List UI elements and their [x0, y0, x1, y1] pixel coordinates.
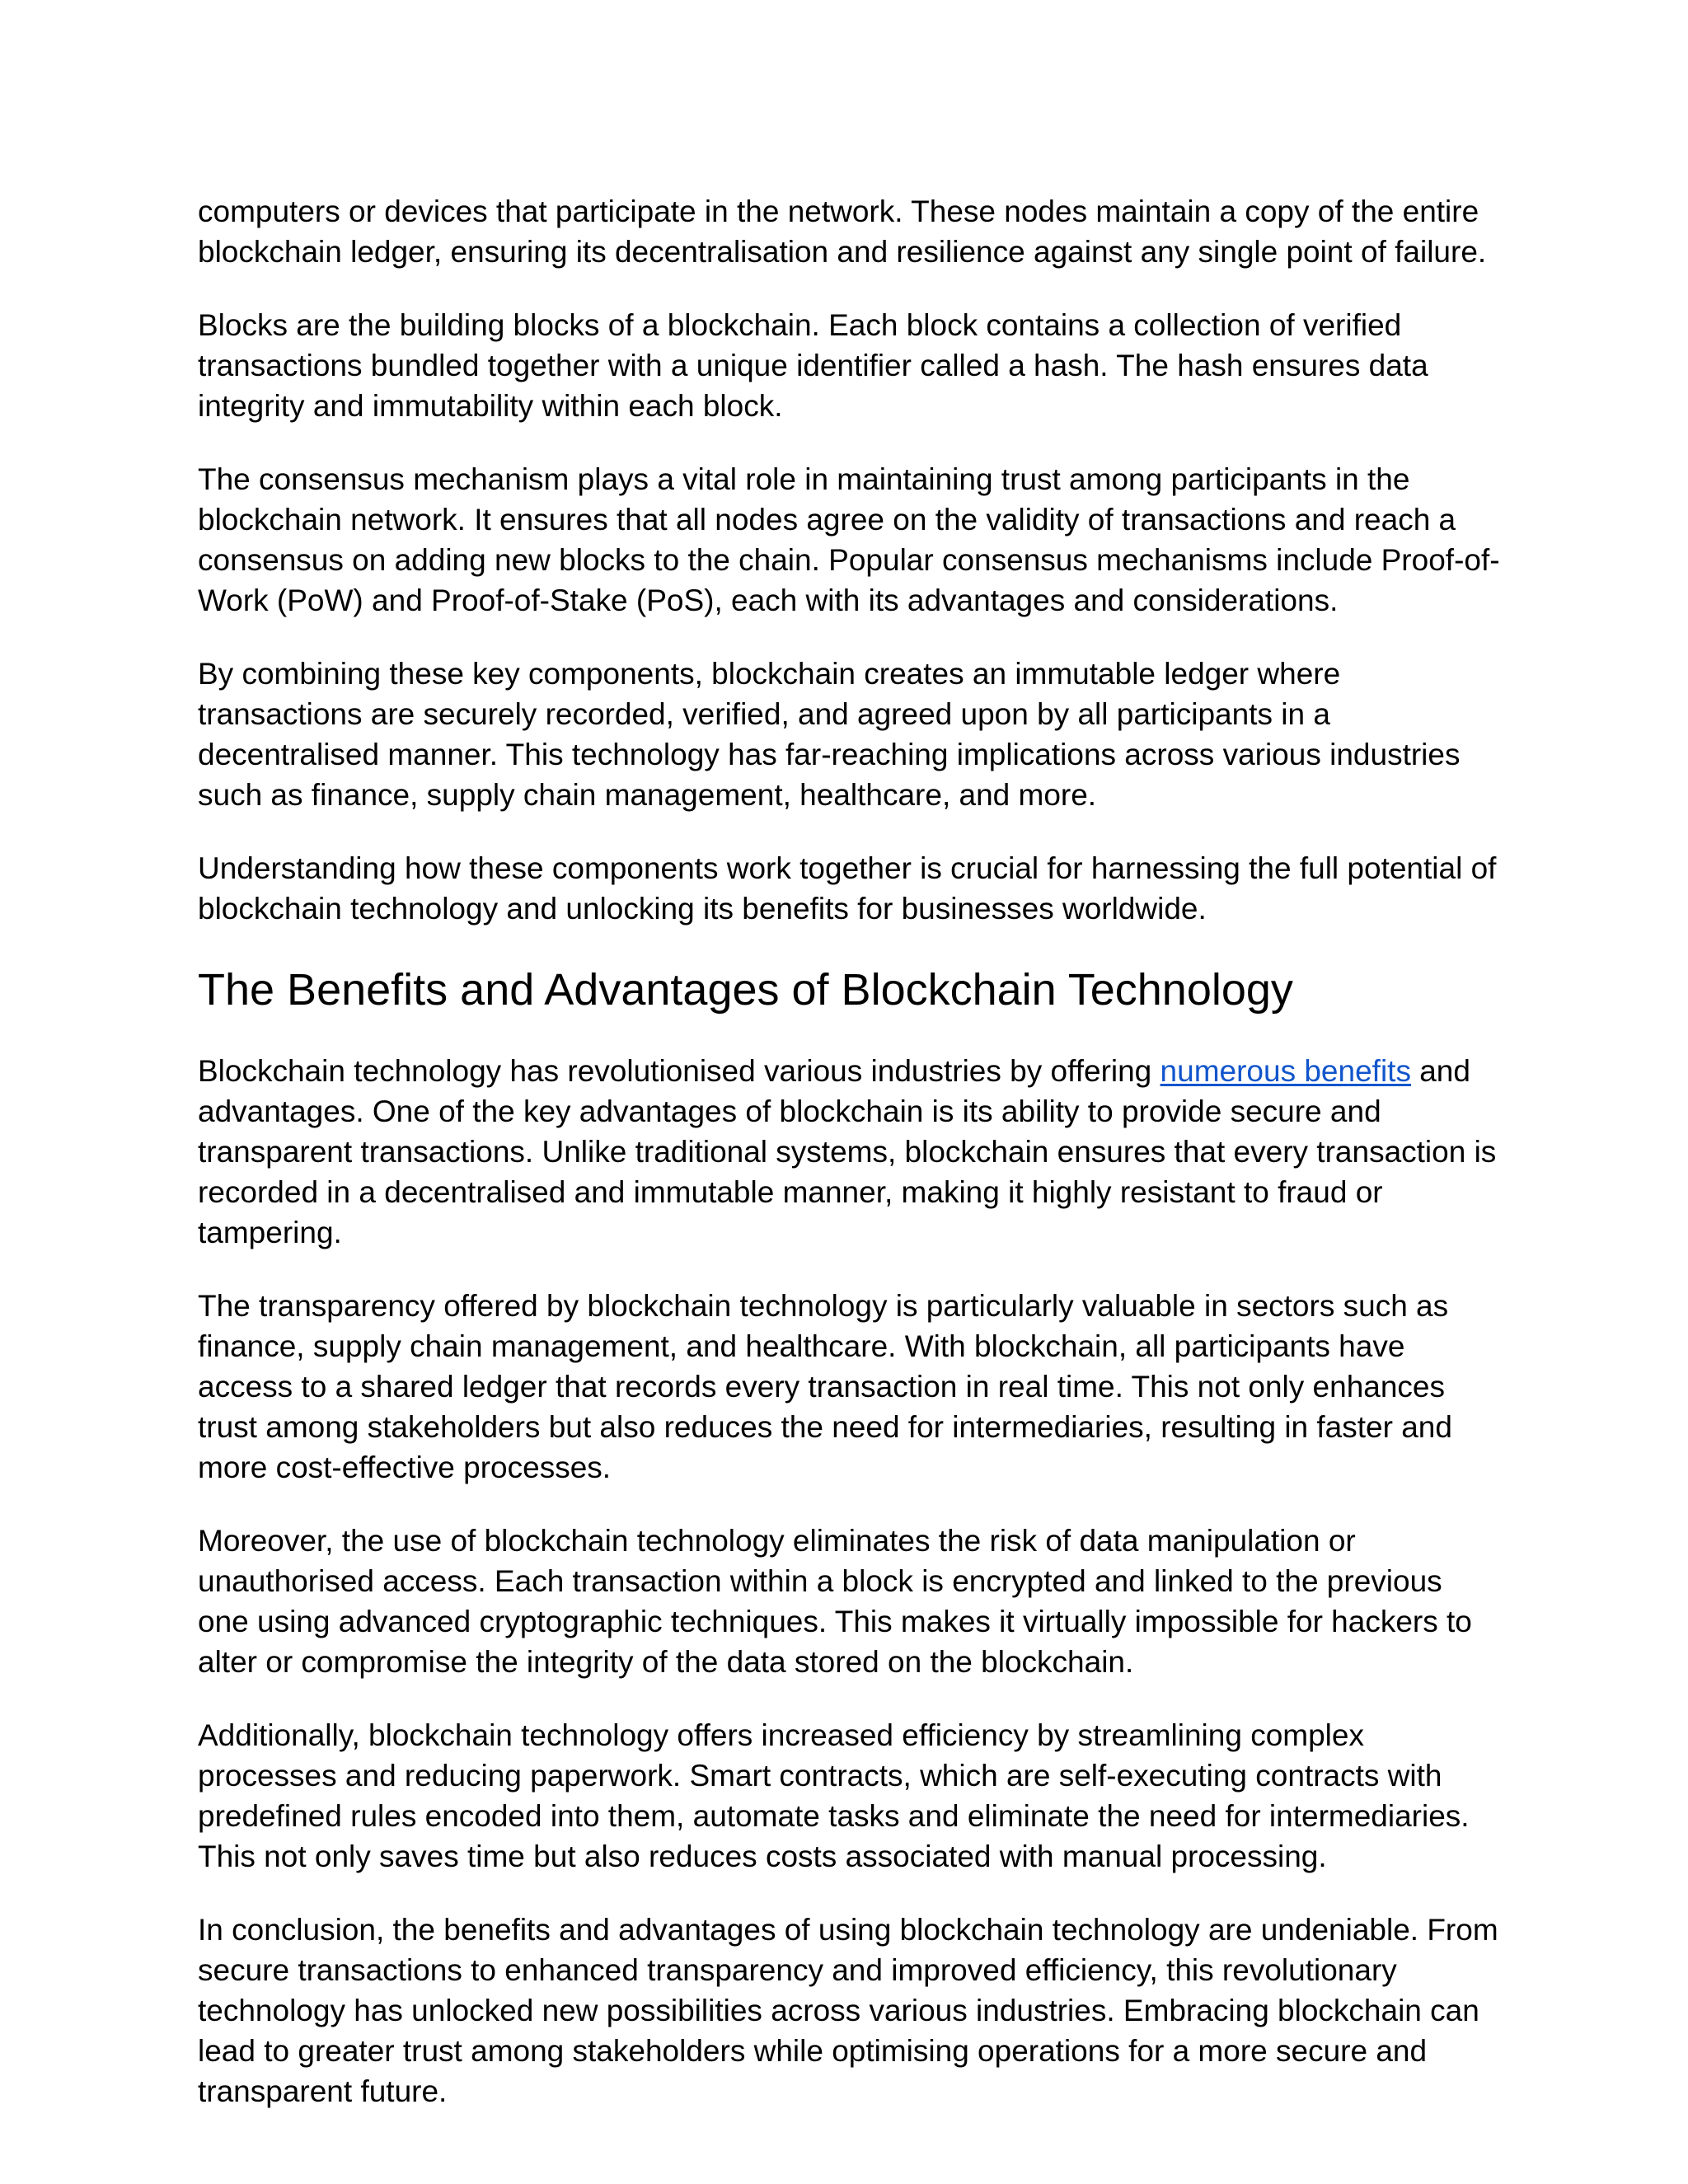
- section-heading: The Benefits and Advantages of Blockchain Technology: [198, 965, 1293, 1015]
- paragraph-benefits-intro: [198, 1051, 1500, 1253]
- paragraph-transparency: The transparency offered by blockchain technology is particularly valuable in sectors such as finance, supply chain management, and healthcare. With blockchain, all participants have access to a shared ledger that records every transaction in real time. This not only enhances trust among stakeholders but also reduces the need for intermediaries, resulting in faster and more cost-effective processes.: [198, 1289, 1452, 1484]
- paragraph-security: Moreover, the use of blockchain technology eliminates the risk of data manipulation or unauthorised access. Each transaction within a block is encrypted and linked to the previous one using advanced cryptographic techniques. This makes it virtually impossible for hackers to alter or compromise the integrity of the data stored on the blockchain.: [198, 1524, 1472, 1679]
- paragraph-conclusion: In conclusion, the benefits and advantages of using blockchain technology are undeniable. From secure transactions to enhanced transparency and improved efficiency, this revolutionary technology has unlocked new possibilities across various industries. Embracing blockchain can lead to greater trust among stakeholders while optimising operations for a more secure and transparent future.: [198, 1913, 1498, 2108]
- paragraph-text-before-link: Blockchain technology has revolutionised various industries by offering: [198, 1054, 1160, 1088]
- paragraph-blocks: Blocks are the building blocks of a blockchain. Each block contains a collection of verified transactions bundled together with a unique identifier called a hash. The hash ensures data integrity and immutability within each block.: [198, 308, 1428, 423]
- paragraph-efficiency: Additionally, blockchain technology offers increased efficiency by streamlining complex processes and reducing paperwork. Smart contracts, which are self-executing contracts with predefined rules encoded into them, automate tasks and eliminate the need for intermediaries. This not only saves time but also reduces costs associated with manual processing.: [198, 1718, 1470, 1873]
- paragraph-consensus: The consensus mechanism plays a vital role in maintaining trust among participants in the blockchain network. It ensures that all nodes agree on the validity of transactions and reach a consensus on adding new blocks to the chain. Popular consensus mechanisms include Proof-of-Work (PoW) and Proof-of-Stake (PoS), each with its advantages and considerations.: [198, 462, 1500, 617]
- paragraph-text-after-link: and advantages. One of the key advantages of blockchain is its ability to provide secure and transparent transactions. Unlike traditional systems, blockchain ensures that every transaction is recorded in a decentralised and immutable manner, making it highly resistant to fraud or tampering.: [198, 1054, 1497, 1249]
- paragraph-combining: By combining these key components, blockchain creates an immutable ledger where transactions are securely recorded, verified, and agreed upon by all participants in a decentralised manner. This technology has far-reaching implications across various industries such as finance, supply chain management, healthcare, and more.: [198, 657, 1461, 812]
- document-page: [198, 191, 1500, 2144]
- numerous-benefits-link[interactable]: numerous benefits: [1160, 1054, 1411, 1088]
- paragraph-understanding: Understanding how these components work together is crucial for harnessing the full potential of blockchain technology and unlocking its benefits for businesses worldwide.: [198, 851, 1497, 926]
- paragraph-nodes: computers or devices that participate in the network. These nodes maintain a copy of the entire blockchain ledger, ensuring its decentralisation and resilience against any single point of failure.: [198, 194, 1487, 269]
